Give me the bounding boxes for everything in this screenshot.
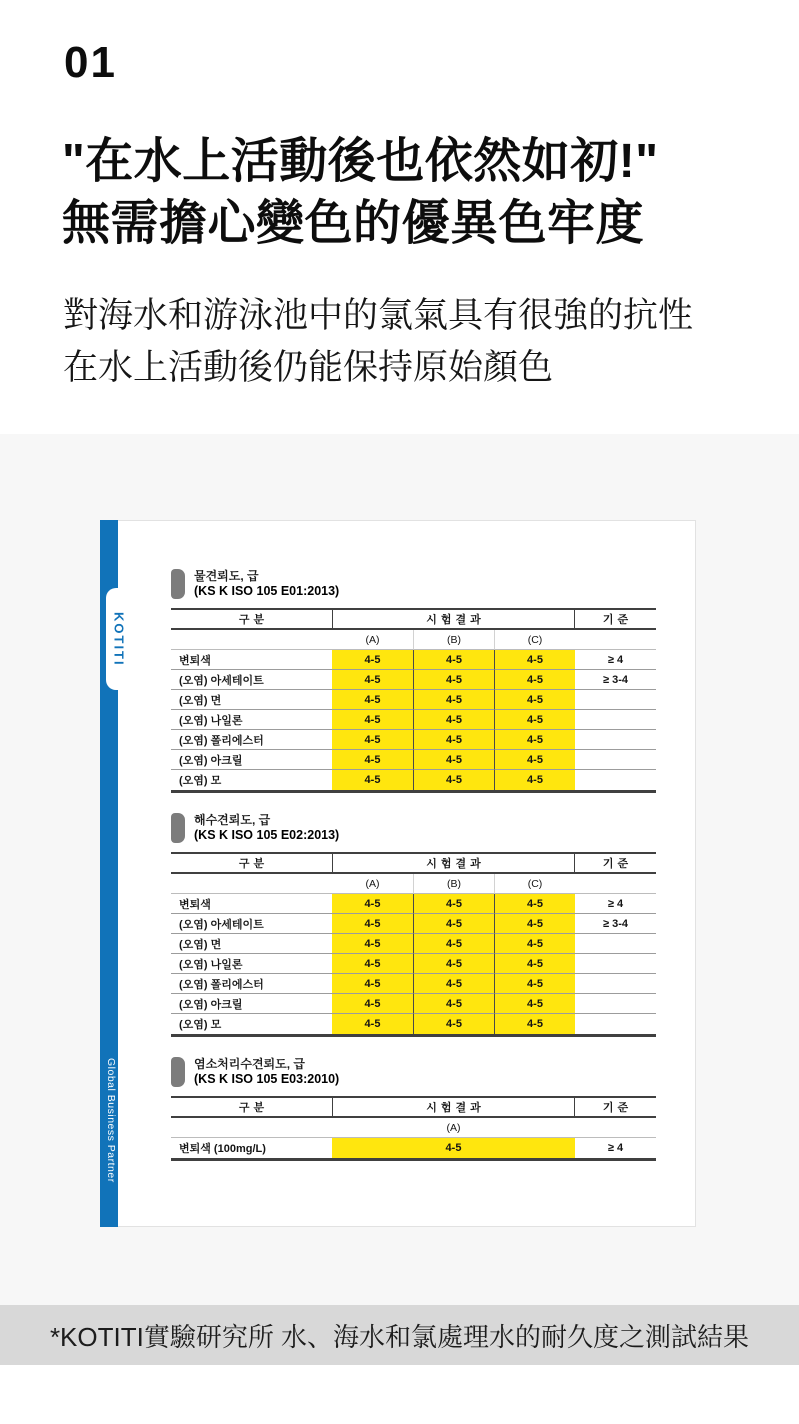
result-cell: 4-5 (494, 994, 575, 1014)
row-label: (오염) 아크릴 (171, 994, 332, 1014)
result-cell: 4-5 (332, 954, 413, 974)
headline-line1: "在水上活動後也依然如初!" (62, 135, 659, 188)
row-label: (오염) 모 (179, 1019, 222, 1031)
subcol-header: (A) (332, 630, 413, 650)
row-label: (오염) 면 (171, 934, 332, 954)
result-cell: 4-5 (413, 974, 494, 994)
row-label: 변퇴색 (100mg/L) (179, 1143, 266, 1155)
result-cell: 4-5 (413, 710, 494, 730)
footnote-text: *KOTITI實驗研究所 水、海水和氯處理水的耐久度之測試結果 (49, 1321, 750, 1352)
subheadline (63, 290, 693, 394)
row-label: 변퇴색 (171, 894, 332, 914)
criteria-cell (575, 710, 656, 730)
result-cell: 4-5 (494, 894, 575, 914)
result-cell: 4-5 (413, 994, 494, 1014)
result-cell: 4-5 (332, 650, 413, 670)
subcol-header: (A) (332, 874, 413, 894)
result-cell: 4-5 (332, 690, 413, 710)
row-label: (오염) 나일론 (171, 710, 332, 730)
result-cell: 4-5 (494, 750, 575, 770)
kotiti-logo (106, 588, 132, 690)
result-cell: 4-5 (494, 770, 575, 790)
result-cell: 4-5 (332, 974, 413, 994)
section-number: 01 (64, 38, 117, 87)
result-cell: 4-5 (332, 770, 413, 790)
result-cell: 4-5 (413, 1014, 494, 1034)
table-grid (171, 852, 656, 1034)
headline-line2: 無需擔心變色的優異色牢度 (62, 197, 645, 250)
table-standard: (KS K ISO 105 E03:2010) (194, 1072, 340, 1086)
subheader-spacer (575, 874, 656, 894)
row-label: (오염) 폴리에스터 (171, 730, 332, 750)
table-standard: (KS K ISO 105 E01:2013) (194, 584, 340, 598)
subheader-spacer (575, 630, 656, 650)
criteria-cell (575, 994, 656, 1014)
col-header-criteria: 기준 (575, 1098, 656, 1118)
table-standard: (KS K ISO 105 E02:2013) (194, 828, 340, 842)
table-bullet-icon (171, 569, 185, 599)
col-header-category: 구분 (171, 1098, 332, 1118)
result-cell: 4-5 (494, 730, 575, 750)
criteria-cell: ≥ 4 (607, 1142, 624, 1154)
criteria-cell (575, 1014, 656, 1034)
result-cell: 4-5 (413, 650, 494, 670)
result-cell: 4-5 (332, 934, 413, 954)
criteria-cell: ≥ 4 (575, 894, 656, 914)
result-cell: 4-5 (413, 770, 494, 790)
subheader-spacer (171, 630, 332, 650)
subheader-spacer (575, 1118, 656, 1138)
result-cell: 4-5 (413, 670, 494, 690)
result-cell: 4-5 (413, 690, 494, 710)
table-bullet-icon (171, 813, 185, 843)
result-cell: 4-5 (332, 1138, 575, 1158)
table-title-block (171, 813, 656, 843)
criteria-cell (575, 770, 656, 790)
result-cell: 4-5 (413, 730, 494, 750)
row-label: 변퇴색 (171, 650, 332, 670)
kotiti-tagline: Global Business Partner (105, 1058, 117, 1183)
subheadline-line1: 對海水和游泳池中的氯氣具有很強的抗性 (63, 296, 694, 335)
subcol-header: (C) (494, 874, 575, 894)
row-label: (오염) 면 (171, 690, 332, 710)
table-title-block (171, 569, 656, 599)
table-bottom-rule (171, 790, 656, 793)
result-cell: 4-5 (494, 934, 575, 954)
col-header-criteria: 기준 (575, 854, 656, 874)
subheadline-line2: 在水上活動後仍能保持原始顏色 (63, 348, 554, 387)
result-cell: 4-5 (332, 730, 413, 750)
criteria-cell: ≥ 3-4 (575, 670, 656, 690)
subheader-spacer (171, 1118, 332, 1138)
test-table-3 (171, 1057, 656, 1161)
subcol-header: (A) (332, 1118, 575, 1138)
kotiti-logo-text: KOTITI (111, 611, 127, 667)
row-label: (오염) 아세테이트 (171, 670, 332, 690)
result-cell: 4-5 (494, 954, 575, 974)
col-header-criteria: 기준 (575, 610, 656, 630)
table-title: 물견뢰도, 급 (194, 569, 259, 583)
criteria-cell: ≥ 3-4 (575, 914, 656, 934)
subcol-header: (C) (494, 630, 575, 650)
result-cell: 4-5 (413, 750, 494, 770)
footnote-bar (0, 1305, 799, 1365)
subheader-spacer (171, 874, 332, 894)
result-cell: 4-5 (332, 894, 413, 914)
table-title: 염소처리수견뢰도, 급 (194, 1057, 305, 1071)
result-cell: 4-5 (494, 1014, 575, 1034)
col-header-result: 시험결과 (332, 1098, 575, 1118)
table-title-block (171, 1057, 656, 1087)
result-cell: 4-5 (494, 914, 575, 934)
subcol-header: (B) (413, 874, 494, 894)
subcol-header: (B) (413, 630, 494, 650)
cert-tables (171, 569, 656, 1161)
criteria-cell (575, 690, 656, 710)
table-title: 해수견뢰도, 급 (194, 813, 271, 827)
table-grid (171, 608, 656, 790)
result-cell: 4-5 (332, 1014, 413, 1034)
result-cell: 4-5 (332, 670, 413, 690)
row-label: (오염) 나일론 (171, 954, 332, 974)
result-cell: 4-5 (494, 670, 575, 690)
result-cell: 4-5 (494, 710, 575, 730)
test-table-1 (171, 569, 656, 793)
criteria-cell: ≥ 4 (575, 650, 656, 670)
criteria-cell (575, 974, 656, 994)
criteria-cell (575, 750, 656, 770)
result-cell: 4-5 (413, 934, 494, 954)
report-panel (0, 434, 799, 1305)
criteria-cell (575, 934, 656, 954)
row-label: (오염) 아크릴 (171, 750, 332, 770)
row-label: (오염) 아세테이트 (171, 914, 332, 934)
result-cell: 4-5 (332, 750, 413, 770)
result-cell: 4-5 (332, 710, 413, 730)
test-table-2 (171, 813, 656, 1037)
row-label: (오염) 폴리에스터 (171, 974, 332, 994)
certificate-card (100, 520, 696, 1227)
result-cell: 4-5 (494, 690, 575, 710)
result-cell: 4-5 (413, 894, 494, 914)
table-grid (171, 1096, 656, 1158)
col-header-category: 구분 (171, 610, 332, 630)
kotiti-brand-bar (100, 520, 127, 1227)
criteria-cell (575, 954, 656, 974)
result-cell: 4-5 (413, 954, 494, 974)
col-header-result: 시험결과 (332, 610, 575, 630)
result-cell: 4-5 (332, 914, 413, 934)
result-cell: 4-5 (494, 650, 575, 670)
row-label: (오염) 모 (179, 775, 222, 787)
result-cell: 4-5 (332, 994, 413, 1014)
headline (62, 131, 659, 255)
table-bottom-rule (171, 1158, 656, 1161)
criteria-cell (575, 730, 656, 750)
result-cell: 4-5 (494, 974, 575, 994)
result-cell: 4-5 (413, 914, 494, 934)
table-bullet-icon (171, 1057, 185, 1087)
col-header-result: 시험결과 (332, 854, 575, 874)
col-header-category: 구분 (171, 854, 332, 874)
table-bottom-rule (171, 1034, 656, 1037)
